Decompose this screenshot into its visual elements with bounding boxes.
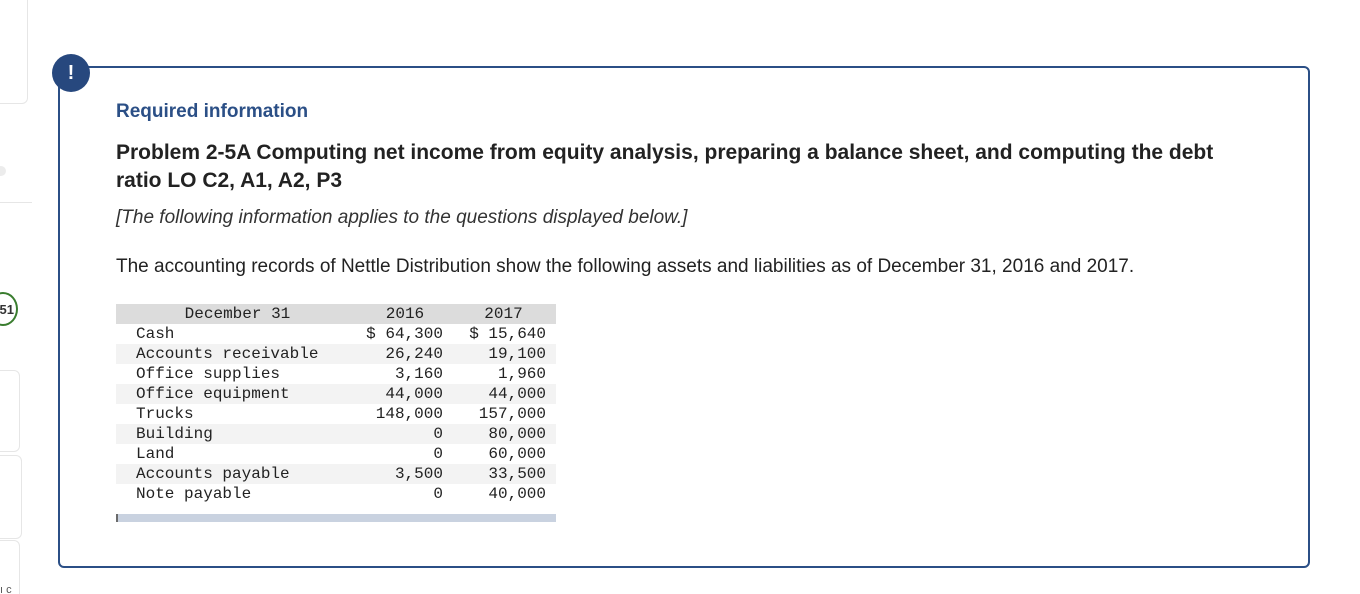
row-value-2016: 44,000 (385, 385, 443, 403)
header-2017: 2017 (484, 305, 523, 323)
table-row (116, 464, 556, 484)
row-label: Accounts receivable (136, 345, 319, 363)
header-2016: 2016 (385, 305, 425, 323)
row-label: Note payable (136, 485, 252, 503)
row-value-2016: 26,240 (385, 345, 443, 363)
row-label: Trucks (136, 405, 194, 423)
table-row (116, 484, 556, 504)
row-value-2017: 40,000 (488, 485, 546, 503)
nav-tile[interactable] (0, 455, 22, 539)
table-horizontal-scrollbar[interactable] (116, 514, 556, 522)
row-value-2017: 80,000 (488, 425, 546, 443)
row-label: Land (136, 445, 175, 463)
header-december-31: December 31 (184, 305, 291, 323)
row-value-2016: 0 (433, 445, 443, 463)
intro-text: The accounting records of Nettle Distribution show the following assets and liabilities as of December 31, 2016 and 2017. (116, 256, 1135, 277)
row-value-2017: $ 15,640 (469, 325, 546, 343)
problem-title: Problem 2-5A Computing net income from equity analysis, preparing a balance sheet, and computing the debt ratio LO C2, A1, A2, P3 (116, 141, 1214, 192)
row-value-2017: 1,960 (497, 365, 546, 383)
row-label: Building (136, 425, 213, 443)
table-header-row (116, 304, 556, 324)
row-label: Cash (136, 325, 175, 343)
applies-note: [The following information applies to the questions displayed below.] (116, 207, 688, 228)
table-row (116, 324, 556, 344)
balance-table-container (116, 304, 556, 522)
required-info-heading: Required information (116, 101, 309, 122)
row-value-2017: 60,000 (488, 445, 546, 463)
nav-divider (0, 202, 32, 203)
nav-tile[interactable] (0, 370, 20, 452)
question-number-badge[interactable]: 51 (0, 292, 18, 326)
alert-icon: ! (52, 54, 90, 92)
row-value-2017: 19,100 (488, 345, 546, 363)
row-value-2017: 44,000 (488, 385, 546, 403)
nav-dot (0, 166, 6, 176)
table-row (116, 344, 556, 364)
row-label: Office equipment (136, 385, 290, 403)
row-value-2016: 0 (433, 485, 443, 503)
table-row (116, 424, 556, 444)
row-value-2017: 33,500 (488, 465, 546, 483)
nav-tile[interactable] (0, 0, 28, 104)
row-value-2016: $ 64,300 (366, 325, 443, 343)
row-value-2016: 0 (433, 425, 443, 443)
row-value-2016: 3,160 (394, 365, 443, 383)
table-row (116, 364, 556, 384)
balance-table (116, 304, 556, 504)
table-row (116, 444, 556, 464)
nav-bottom-label: ı c (0, 584, 12, 594)
table-row (116, 384, 556, 404)
row-label: Accounts payable (136, 465, 290, 483)
row-label: Office supplies (136, 365, 281, 383)
row-value-2016: 3,500 (394, 465, 443, 483)
table-row (116, 404, 556, 424)
row-value-2016: 148,000 (375, 405, 443, 423)
row-value-2017: 157,000 (478, 405, 546, 423)
